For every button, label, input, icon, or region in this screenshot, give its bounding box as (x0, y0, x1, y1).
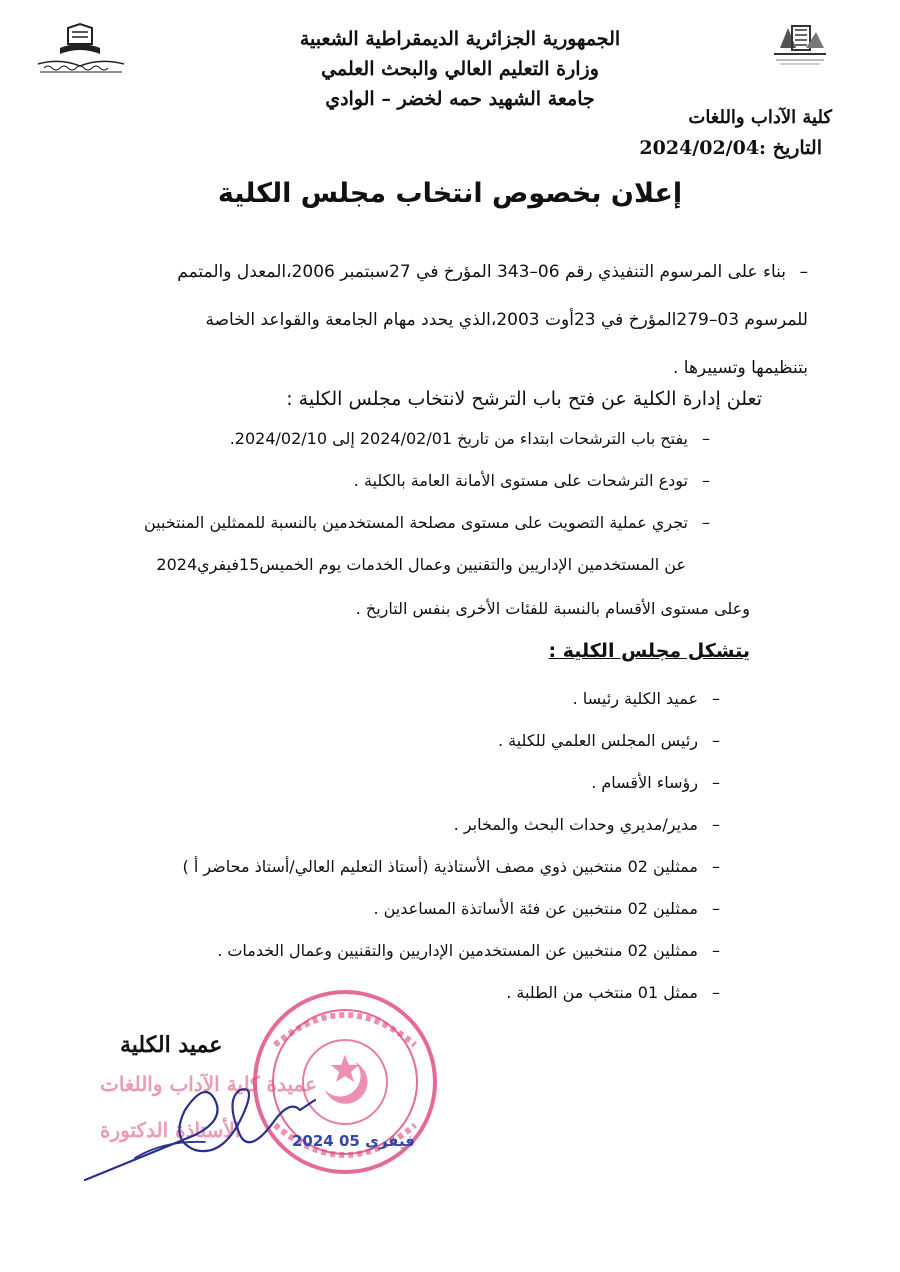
handwritten-signature-icon (75, 1040, 375, 1190)
bullet-dash: – (712, 983, 720, 1002)
candidacy-item-continuation (156, 544, 710, 586)
document-date: التاريخ :2024/02/04 (639, 137, 822, 159)
list-item (182, 888, 720, 930)
candidacy-list (144, 418, 710, 544)
preamble-line: بناء على المرسوم التنفيذي رقم 06–343 المؤرخ في 27سبتمبر 2006،المعدل والمتمم (177, 262, 786, 282)
bullet-dash: – (712, 857, 720, 876)
list-item (182, 846, 720, 888)
list-item (182, 762, 720, 804)
bullet-dash: – (712, 773, 720, 792)
bullet-dash: – (702, 471, 710, 490)
list-item (182, 804, 720, 846)
ministry-name: وزارة التعليم العالي والبحث العلمي (321, 58, 599, 80)
council-member: رؤساء الأقسام . (591, 773, 698, 792)
list-item (182, 678, 720, 720)
stamp-line: عميدة كلية الآداب واللغات (100, 1072, 318, 1096)
preamble-line: بتنظيمها وتسييرها . (672, 358, 808, 378)
council-heading: يتشكل مجلس الكلية : (548, 640, 750, 662)
dean-title: عميد الكلية (120, 1032, 223, 1058)
list-item (182, 930, 720, 972)
bullet-dash: – (712, 899, 720, 918)
council-member: ممثلين 02 منتخبين عن المستخدمين الإداريين والتقنيين وعمال الخدمات . (217, 941, 698, 960)
bullet-dash: – (712, 941, 720, 960)
council-members-list (182, 678, 720, 1014)
university-logo-icon (770, 18, 830, 68)
stamp-line: الأستاذة الدكتورة (100, 1118, 241, 1142)
bullet-dash: – (702, 513, 710, 532)
bullet-dash: – (712, 815, 720, 834)
council-member: ممثلين 02 منتخبين ذوي مصف الأستاذية (أستاذ التعليم العالي/أستاذ محاضر أ ) (182, 857, 698, 876)
list-item-continuation: عن المستخدمين الإداريين والتقنيين وعمال الخدمات يوم الخميس15فيفري2024 (156, 555, 686, 574)
faculty-logo-icon (30, 22, 130, 82)
list-item-continuation: وعلى مستوى الأقسام بالنسبة للفئات الأخرى بنفس التاريخ . (355, 599, 750, 618)
list-item: –تودع الترشحات على مستوى الأمانة العامة بالكلية . (144, 460, 710, 502)
council-member: ممثل 01 منتخب من الطلبة . (506, 983, 698, 1002)
header-block (250, 24, 670, 114)
council-member: رئيس المجلس العلمي للكلية . (497, 731, 698, 750)
republic-name: الجمهورية الجزائرية الديمقراطية الشعبية (299, 28, 621, 50)
council-member: عميد الكلية رئيسا . (572, 689, 698, 708)
bullet-dash: – (712, 689, 720, 708)
bullet-dash: – (712, 731, 720, 750)
faculty-name: كلية الآداب واللغات (688, 107, 832, 128)
council-member: ممثلين 02 منتخبين عن فئة الأساتذة المساعدين . (373, 899, 698, 918)
preamble-paragraph (118, 248, 808, 392)
bullet-dash: – (702, 429, 710, 448)
stamp-date: 2024 فيفري 05 (292, 1132, 415, 1150)
bullet-dash: – (799, 262, 808, 282)
preamble-line: للمرسوم 03–279المؤرخ في 23أوت 2003،الذي يحدد مهام الجامعة والقواعد الخاصة (205, 310, 808, 330)
candidacy-item-continuation (356, 588, 750, 630)
university-name: جامعة الشهيد حمه لخضر – الوادي (325, 88, 595, 110)
document-title: إعلان بخصوص انتخاب مجلس الكلية (217, 178, 683, 209)
list-item: –تجري عملية التصويت على مستوى مصلحة المستخدمين بالنسبة للممثلين المنتخبين (144, 502, 710, 544)
council-member: مدير/مديري وحدات البحث والمخابر . (453, 815, 698, 834)
announcement-heading: تعلن إدارة الكلية عن فتح باب الترشح لانتخاب مجلس الكلية : (286, 388, 762, 410)
list-item: –يفتح باب الترشحات ابتداء من تاريخ 2024/02/01 إلى 2024/02/10. (144, 418, 710, 460)
list-item (182, 720, 720, 762)
